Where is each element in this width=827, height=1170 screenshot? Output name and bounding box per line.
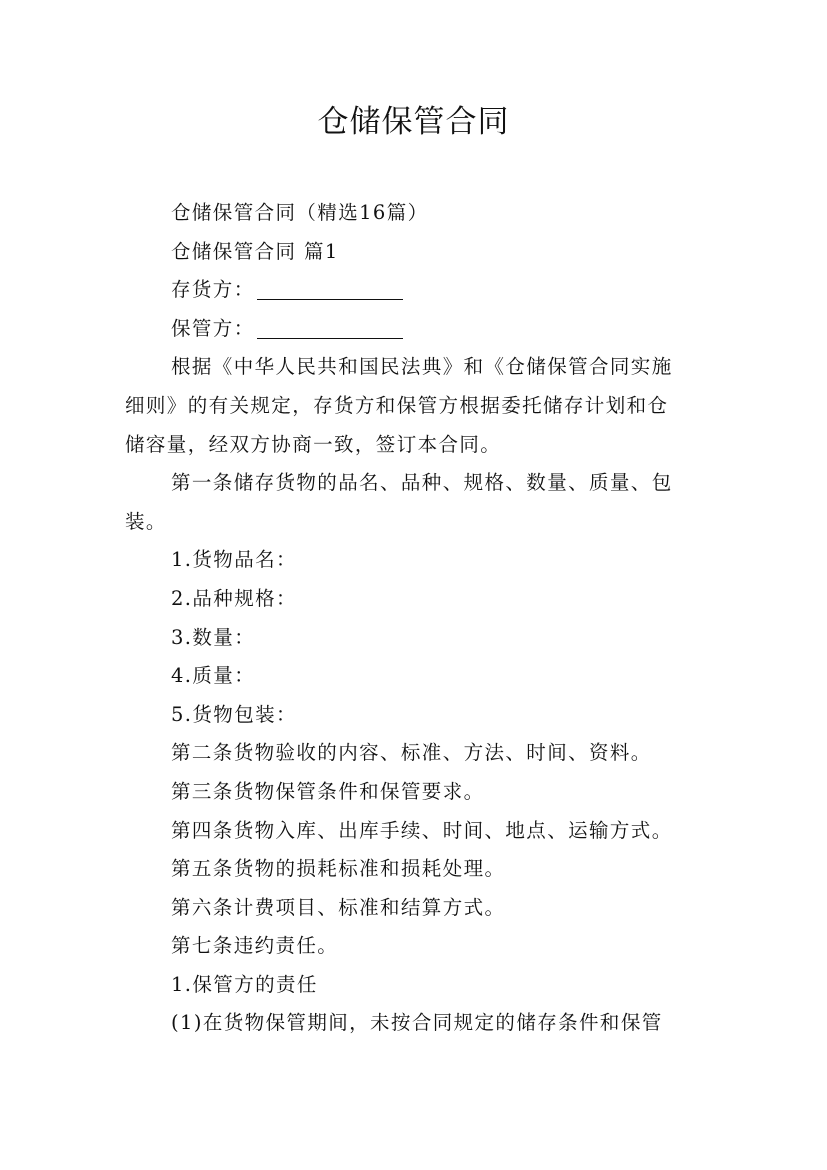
depositor-blank (257, 279, 403, 300)
article-1-line-2: 装。 (125, 509, 167, 533)
depositor-label: 存货方： (171, 278, 255, 302)
liability-item-1-line: (1)在货物保管期间，未按合同规定的储存条件和保管 (171, 1011, 663, 1035)
article-2-line: 第二条货物验收的内容、标准、方法、时间、资料。 (171, 741, 652, 765)
intro-line-3: 储容量，经双方协商一致，签订本合同。 (125, 432, 502, 456)
list-item-goods-name: 1.货物品名： (171, 548, 297, 572)
list-item-spec: 2.品种规格： (171, 586, 297, 610)
article-6-line: 第六条计费项目、标准和结算方式。 (171, 895, 506, 919)
article-1-line-1: 第一条储存货物的品名、品种、规格、数量、质量、包 (171, 471, 673, 495)
article-3-line: 第三条货物保管条件和保管要求。 (171, 779, 485, 803)
list-item-quantity: 3.数量： (171, 625, 256, 649)
depositor-line (125, 271, 725, 310)
article-7-line: 第七条违约责任。 (171, 934, 339, 958)
subtitle-line: 仓储保管合同（精选16篇） (171, 201, 429, 224)
custodian-label: 保管方： (171, 316, 255, 340)
intro-line-1: 根据《中华人民共和国民法典》和《仓储保管合同实施 (171, 355, 673, 379)
document-title: 仓储保管合同 (317, 104, 510, 140)
custodian-line (125, 310, 725, 349)
article-5-line: 第五条货物的损耗标准和损耗处理。 (171, 857, 506, 881)
article-4-line: 第四条货物入库、出库手续、时间、地点、运输方式。 (171, 818, 673, 842)
part-heading-line: 仓储保管合同 篇1 (171, 239, 339, 263)
list-item-packaging: 5.货物包装： (171, 702, 297, 726)
intro-line-2: 细则》的有关规定，存货方和保管方根据委托储存计划和仓 (125, 393, 669, 417)
list-item-quality: 4.质量： (171, 664, 256, 688)
document-body (125, 194, 725, 1043)
custodian-blank (257, 318, 403, 339)
liability-heading-line: 1.保管方的责任 (171, 972, 318, 996)
